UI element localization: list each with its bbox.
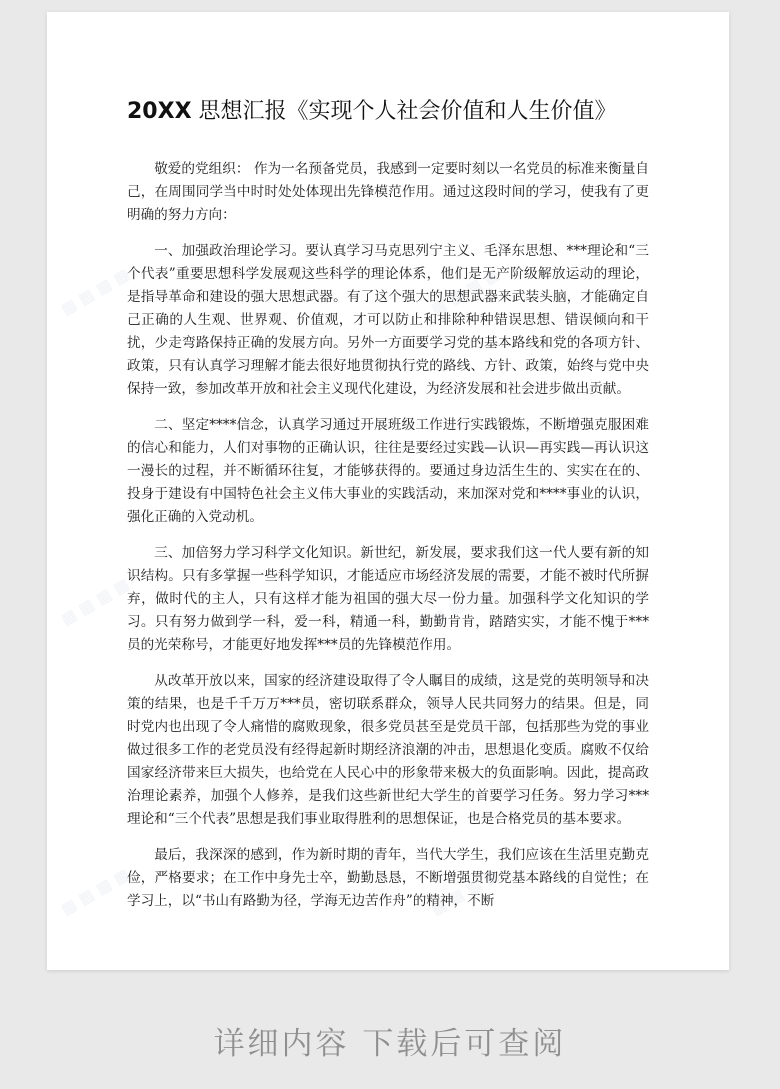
watermark: ▦ ▦ ▦ ▦: [57, 864, 133, 919]
watermark: ▦ ▦ ▦ ▦: [57, 574, 133, 629]
paragraph-2: 二、坚定****信念，认真学习通过开展班级工作进行实践锻炼，不断增强克服困难的信心和能力，人们对事物的正确认识，往往是要经过实践—认识—再实践—再认识这一漫长的过程，并不断循环往复，才能够获得的。要通过身边活生生的、实实在在的、投身于建设有中国特色社会主义伟大事业的实践活动，来加深对党和****事业的认识，强化正确的入党动机。: [127, 417, 649, 525]
paragraph-1: 一、加强政治理论学习。要认真学习马克思列宁主义、毛泽东思想、***理论和“三个代表”重要思想科学发展观这些科学的理论体系，他们是无产阶级解放运动的理论，是指导革命和建设的强大思想武器。有了这个强大的思想武器来武装头脑，才能确定自己正确的人生观、世界观、价值观，才可以防止和排除种种错误思想、错误倾向和干扰，少走弯路保持正确的发展方向。另外一方面要学习党的基本路线和党的各项方针、政策，只有认真学习理解才能去很好地贯彻执行党的路线、方针、政策，始终与党中央保持一致，参加改革开放和社会主义现代化建设，为经济发展和社会进步做出贡献。: [127, 243, 649, 397]
title-text: 思想汇报《实现个人社会价值和人生价值》: [191, 99, 617, 124]
title-year: 20XX: [127, 99, 192, 124]
footer-download-hint: 详细内容 下载后可查阅: [213, 1026, 567, 1062]
paragraph-3: 三、加倍努力学习科学文化知识。新世纪，新发展，要求我们这一代人要有新的知识结构。只有多掌握一些科学知识，才能适应市场经济发展的需要，才能不被时代所摒弃，做时代的主人，只有这样才能为祖国的强大尽一份力量。加强科学文化知识的学习。只有努力做到学一科，爱一科，精通一科，勤勤肯肯，踏踏实实，才能不愧于***员的光荣称号，才能更好地发挥***员的先锋模范作用。: [127, 545, 649, 653]
paragraph-salutation: 敬爱的党组织： 作为一名预备党员，我感到一定要时刻以一名党员的标准来衡量自己，在周围同学当中时时处处体现出先锋模范作用。通过这段时间的学习，使我有了更明确的努力方向：: [127, 161, 649, 223]
document-body: [127, 158, 649, 926]
document-page: [47, 12, 729, 970]
watermark: ▦ ▦ ▦ ▦: [57, 264, 133, 319]
watermark: ▦ ▦ ▦ ▦: [427, 574, 503, 629]
watermark: ▦ ▦ ▦ ▦: [427, 264, 503, 319]
paragraph-5: 最后，我深深的感到，作为新时期的青年，当代大学生，我们应该在生活里克勤克俭，严格要求；在工作中身先士卒，勤勤恳恳，不断增强贯彻党基本路线的自觉性；在学习上，以“书山有路勤为径，学海无边苦作舟”的精神，不断: [127, 847, 649, 909]
watermark: ▦ ▦ ▦ ▦: [427, 864, 503, 919]
document-title: [127, 94, 617, 125]
paragraph-4: 从改革开放以来，国家的经济建设取得了令人瞩目的成绩，这是党的英明领导和决策的结果，也是千千万万***员，密切联系群众，领导人民共同努力的结果。但是，同时党内也出现了令人痛惜的腐败现象，很多党员甚至是党员干部，包括那些为党的事业做过很多工作的老党员没有经得起新时期经济浪潮的冲击，思想退化变质。腐败不仅给国家经济带来巨大损失，也给党在人民心中的形象带来极大的负面影响。因此，提高政治理论素养，加强个人修养，是我们这些新世纪大学生的首要学习任务。努力学习***理论和“三个代表”思想是我们事业取得胜利的思想保证，也是合格党员的基本要求。: [127, 673, 649, 827]
